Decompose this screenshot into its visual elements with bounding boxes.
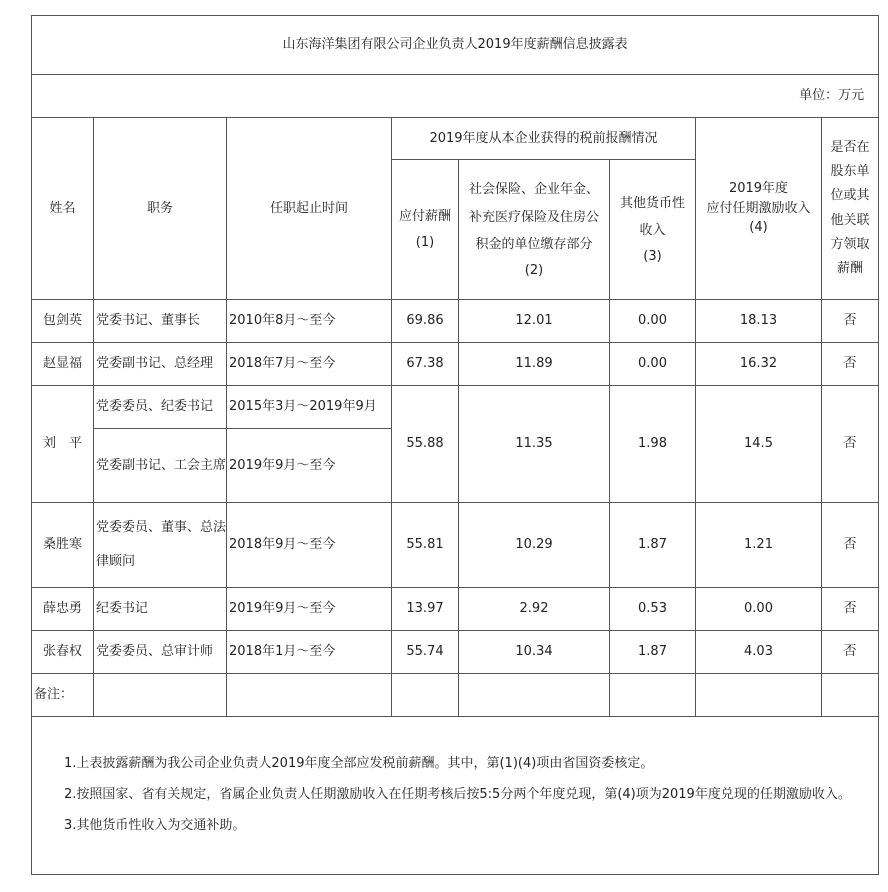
- cell-name: 桑胜寒: [32, 503, 94, 588]
- header-col1: [392, 160, 459, 300]
- cell-name: 刘 平: [32, 386, 94, 503]
- cell-term: 2010年8月～至今: [227, 300, 392, 343]
- table-title: 山东海洋集团有限公司企业负责人2019年度薪酬信息披露表: [32, 16, 879, 75]
- remark-empty: [610, 674, 696, 717]
- notes-cell: [32, 717, 879, 875]
- cell-c5: 否: [822, 588, 879, 631]
- header-col4: [696, 118, 822, 300]
- cell-c3: 1.98: [610, 386, 696, 503]
- remark-empty: [822, 674, 879, 717]
- notes-row: [32, 717, 879, 875]
- cell-c3: 0.00: [610, 300, 696, 343]
- cell-c2: 12.01: [459, 300, 610, 343]
- cell-name: 包剑英: [32, 300, 94, 343]
- remark-empty: [227, 674, 392, 717]
- cell-c4: 1.21: [696, 503, 822, 588]
- remark-empty: [392, 674, 459, 717]
- cell-c1: 55.81: [392, 503, 459, 588]
- header-col3-text: 其他货币性收入: [619, 196, 685, 239]
- cell-position: 党委委员、董事、总法律顾问: [94, 503, 227, 588]
- note-3: 3.其他货币性收入为交通补助。: [64, 817, 246, 833]
- cell-name: 赵显福: [32, 343, 94, 386]
- cell-position: 党委书记、董事长: [94, 300, 227, 343]
- cell-position: 党委委员、纪委书记: [94, 386, 227, 429]
- salary-disclosure-table: [31, 15, 879, 875]
- cell-c1: 13.97: [392, 588, 459, 631]
- note-2: 2.按照国家、省有关规定，省属企业负责人任期激励收入在任期考核后按5:5分两个年度兑现，第(4)项为2019年度兑现的任期激励收入。: [64, 787, 851, 803]
- header-col4-line2: 应付任期激励收入: [706, 200, 811, 216]
- header-col4-line1: 2019年度: [728, 181, 789, 197]
- cell-c3: 1.87: [610, 631, 696, 674]
- header-name: 姓名: [32, 118, 94, 300]
- cell-position: 纪委书记: [94, 588, 227, 631]
- cell-position: 党委委员、总审计师: [94, 631, 227, 674]
- table-row: [32, 300, 879, 343]
- header-col5: [822, 118, 879, 300]
- header-col5-text: 是否在股东单位或其他关联方领取薪酬: [830, 140, 870, 276]
- table-row: [32, 343, 879, 386]
- remark-empty: [459, 674, 610, 717]
- header-col4-num: (4): [749, 220, 768, 236]
- cell-c3: 0.00: [610, 343, 696, 386]
- cell-c5: 否: [822, 343, 879, 386]
- cell-c4: 14.5: [696, 386, 822, 503]
- cell-term: 2019年9月～至今: [227, 588, 392, 631]
- cell-c5: 否: [822, 631, 879, 674]
- cell-c3: 1.87: [610, 503, 696, 588]
- cell-c3: 0.53: [610, 588, 696, 631]
- remark-row: [32, 674, 879, 717]
- cell-term: 2018年7月～至今: [227, 343, 392, 386]
- unit-label: 单位：万元: [32, 75, 879, 118]
- header-col2-num: (2): [524, 263, 544, 279]
- cell-c2: 10.34: [459, 631, 610, 674]
- cell-term: 2015年3月～2019年9月: [227, 386, 392, 429]
- table-row: [32, 631, 879, 674]
- table-row: [32, 588, 879, 631]
- cell-name: 张春权: [32, 631, 94, 674]
- note-1: 1.上表披露薪酬为我公司企业负责人2019年度全部应发税前薪酬。其中，第(1)(4)项由省国资委核定。: [64, 756, 654, 772]
- cell-term: 2018年1月～至今: [227, 631, 392, 674]
- cell-c4: 18.13: [696, 300, 822, 343]
- header-col2: [459, 160, 610, 300]
- cell-c5: 否: [822, 386, 879, 503]
- header-col2-text: 社会保险、企业年金、补充医疗保险及住房公积金的单位缴存部分: [468, 181, 599, 253]
- table-row: [32, 503, 879, 588]
- cell-c2: 10.29: [459, 503, 610, 588]
- header-group: 2019年度从本企业获得的税前报酬情况: [392, 118, 696, 160]
- cell-c4: 4.03: [696, 631, 822, 674]
- header-col3-num: (3): [643, 248, 662, 264]
- cell-position-2: 党委副书记、工会主席: [94, 429, 227, 503]
- remark-empty: [94, 674, 227, 717]
- remark-empty: [696, 674, 822, 717]
- cell-c1: 67.38: [392, 343, 459, 386]
- cell-c2: 11.89: [459, 343, 610, 386]
- header-col1-text: 应付薪酬: [398, 209, 451, 224]
- cell-position: 党委副书记、总经理: [94, 343, 227, 386]
- header-col3: [610, 160, 696, 300]
- cell-c2: 11.35: [459, 386, 610, 503]
- cell-c5: 否: [822, 300, 879, 343]
- cell-name: 薛忠勇: [32, 588, 94, 631]
- header-term: 任职起止时间: [227, 118, 392, 300]
- cell-term-2: 2019年9月～至今: [227, 429, 392, 503]
- remark-label: 备注：: [32, 674, 94, 717]
- header-position: 职务: [94, 118, 227, 300]
- cell-c5: 否: [822, 503, 879, 588]
- header-col1-num: (1): [415, 234, 435, 250]
- cell-c4: 16.32: [696, 343, 822, 386]
- table-row: [32, 386, 879, 429]
- cell-term: 2018年9月～至今: [227, 503, 392, 588]
- cell-c2: 2.92: [459, 588, 610, 631]
- cell-c1: 55.88: [392, 386, 459, 503]
- cell-c4: 0.00: [696, 588, 822, 631]
- cell-c1: 69.86: [392, 300, 459, 343]
- cell-c1: 55.74: [392, 631, 459, 674]
